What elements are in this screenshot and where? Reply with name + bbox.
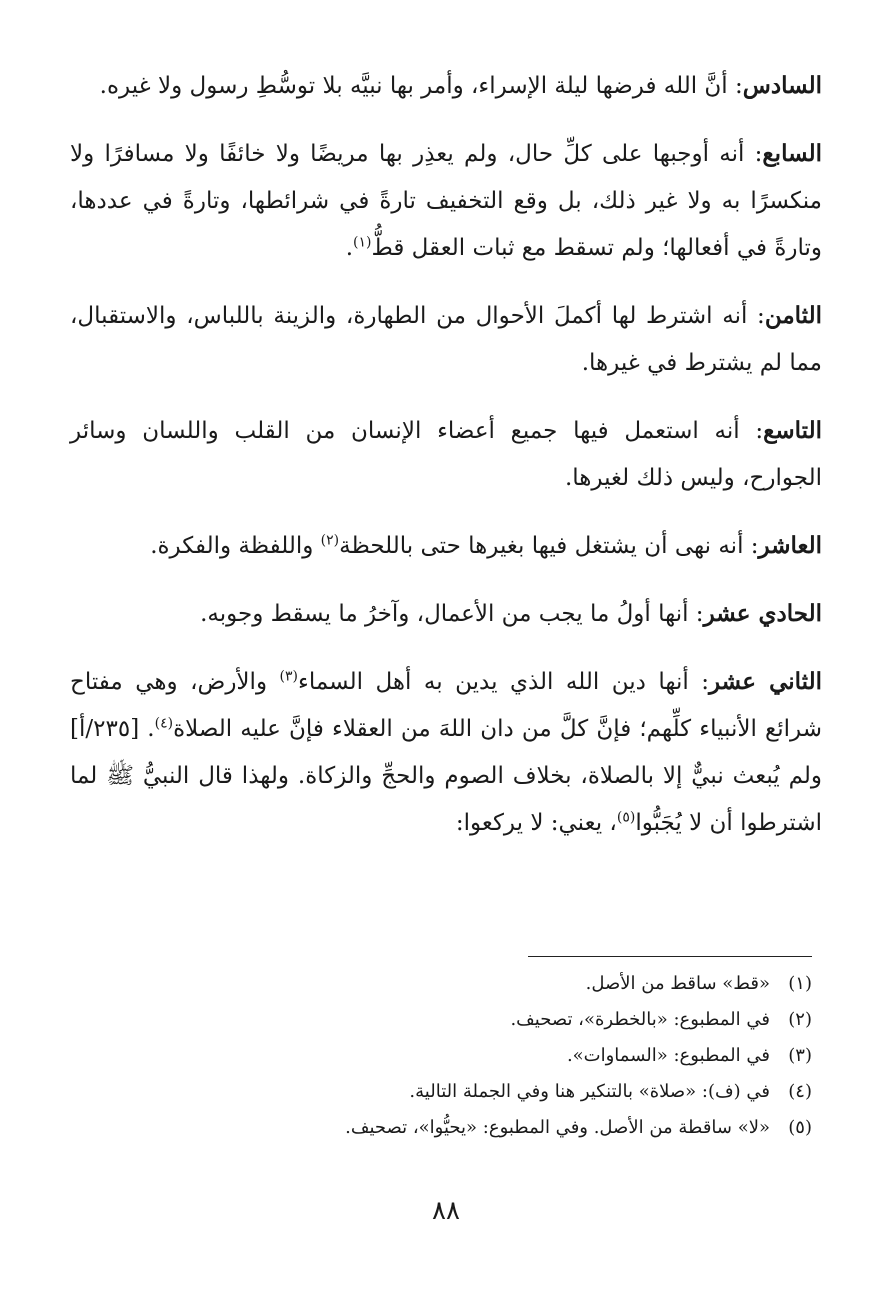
- footnote-separator: [528, 956, 812, 957]
- paragraph-lead: الثامن: [764, 302, 822, 329]
- footnote-item: [80, 1038, 812, 1074]
- paragraph-text: : أنها أولُ ما يجب من الأعمال، وآخرُ ما يسقط وجوبه.: [200, 601, 704, 627]
- footnote-reference[interactable]: (٥): [616, 809, 636, 826]
- footnote-item: [80, 1074, 812, 1110]
- paragraph-text: : أنه اشترط لها أكملَ الأحوال من الطهارة، والزينة باللباس، والاستقبال، مما لم يشترط في غيرها.: [70, 303, 822, 376]
- paragraph-text: : أنه نهى أن يشتغل فيها بغيرها حتى باللحظة: [339, 533, 759, 559]
- main-text: [70, 62, 822, 867]
- paragraph: [70, 407, 822, 502]
- footnotes-list: [80, 966, 812, 1146]
- paragraph-text: .: [345, 235, 354, 261]
- footnote-text: في المطبوع: «السماوات».: [566, 1045, 770, 1066]
- paragraph-text: : أنه استعمل فيها جميع أعضاء الإنسان من القلب واللسان وسائر الجوارح، وليس ذلك لغيرها.: [70, 418, 822, 491]
- paragraph: [70, 62, 822, 110]
- footnote-reference[interactable]: (٤): [154, 715, 174, 732]
- footnote-reference[interactable]: (٣): [279, 668, 298, 685]
- footnote-number: (٢): [788, 1009, 812, 1030]
- paragraph-lead: الثاني عشر: [708, 668, 823, 695]
- paragraph: [70, 658, 822, 847]
- footnote-text: في المطبوع: «بالخطرة»، تصحيف.: [510, 1009, 770, 1030]
- paragraph-text: . [٢٣٥/أ] ولم يُبعث نبيٌّ إلا بالصلاة، بخلاف الصوم والحجِّ والزكاة. ولهذا قال النبيُّ ﷺ لما اشترطوا أن لا يُجَبُّوا: [70, 716, 822, 836]
- footnote-item: [80, 966, 812, 1002]
- paragraph-text: ، يعني: لا يركعوا:: [455, 810, 617, 836]
- paragraph-text: واللفظة والفكرة.: [150, 533, 321, 559]
- footnote-item: [80, 1002, 812, 1038]
- footnote-reference[interactable]: (٢): [320, 532, 340, 549]
- paragraph-text: : أنَّ الله فرضها ليلة الإسراء، وأمر بها نبيَّه بلا توسُّطِ رسول ولا غيره.: [99, 73, 743, 99]
- paragraph: [70, 292, 822, 387]
- paragraph-text: : أنه أوجبها على كلِّ حال، ولم يعذِر بها مريضًا ولا خائفًا ولا مسافرًا ولا منكسرًا به ولا غير ذلك، بل وقع التخفيف تارةً في شرائطها، وتارةً في عددها، وتارةً في أفعالها؛ ولم تسقط مع ثبات العقل قطُّ: [70, 141, 822, 261]
- paragraph-lead: الحادي عشر: [703, 600, 822, 627]
- footnote-item: [80, 1110, 812, 1146]
- page-number: ٨٨: [432, 1196, 460, 1226]
- paragraph: [70, 522, 822, 570]
- paragraph: [70, 130, 822, 272]
- paragraph-lead: السادس: [742, 72, 822, 99]
- paragraph-lead: السابع: [762, 140, 822, 167]
- paragraph-text: : أنها دين الله الذي يدين به أهل السماء: [298, 669, 709, 695]
- paragraph-lead: التاسع: [763, 417, 822, 444]
- footnote-reference[interactable]: (١): [353, 234, 372, 251]
- footnote-text: في (ف): «صلاة» بالتنكير هنا وفي الجملة التالية.: [409, 1081, 770, 1102]
- footnote-number: (١): [788, 973, 812, 994]
- footnote-number: (٣): [788, 1045, 812, 1066]
- paragraph-text: والأرض، وهي مفتاح شرائع الأنبياء كلِّهم؛ فإنَّ كلَّ من دان اللهَ من العقلاء فإنَّ عليه الصلاة: [70, 669, 822, 742]
- paragraph: [70, 590, 822, 638]
- footnote-number: (٤): [788, 1081, 812, 1102]
- footnote-text: «لا» ساقطة من الأصل. وفي المطبوع: «يحيُّوا»، تصحيف.: [345, 1117, 770, 1138]
- footnote-number: (٥): [788, 1117, 812, 1138]
- footnote-text: «قط» ساقط من الأصل.: [585, 973, 770, 994]
- paragraph-lead: العاشر: [758, 532, 822, 559]
